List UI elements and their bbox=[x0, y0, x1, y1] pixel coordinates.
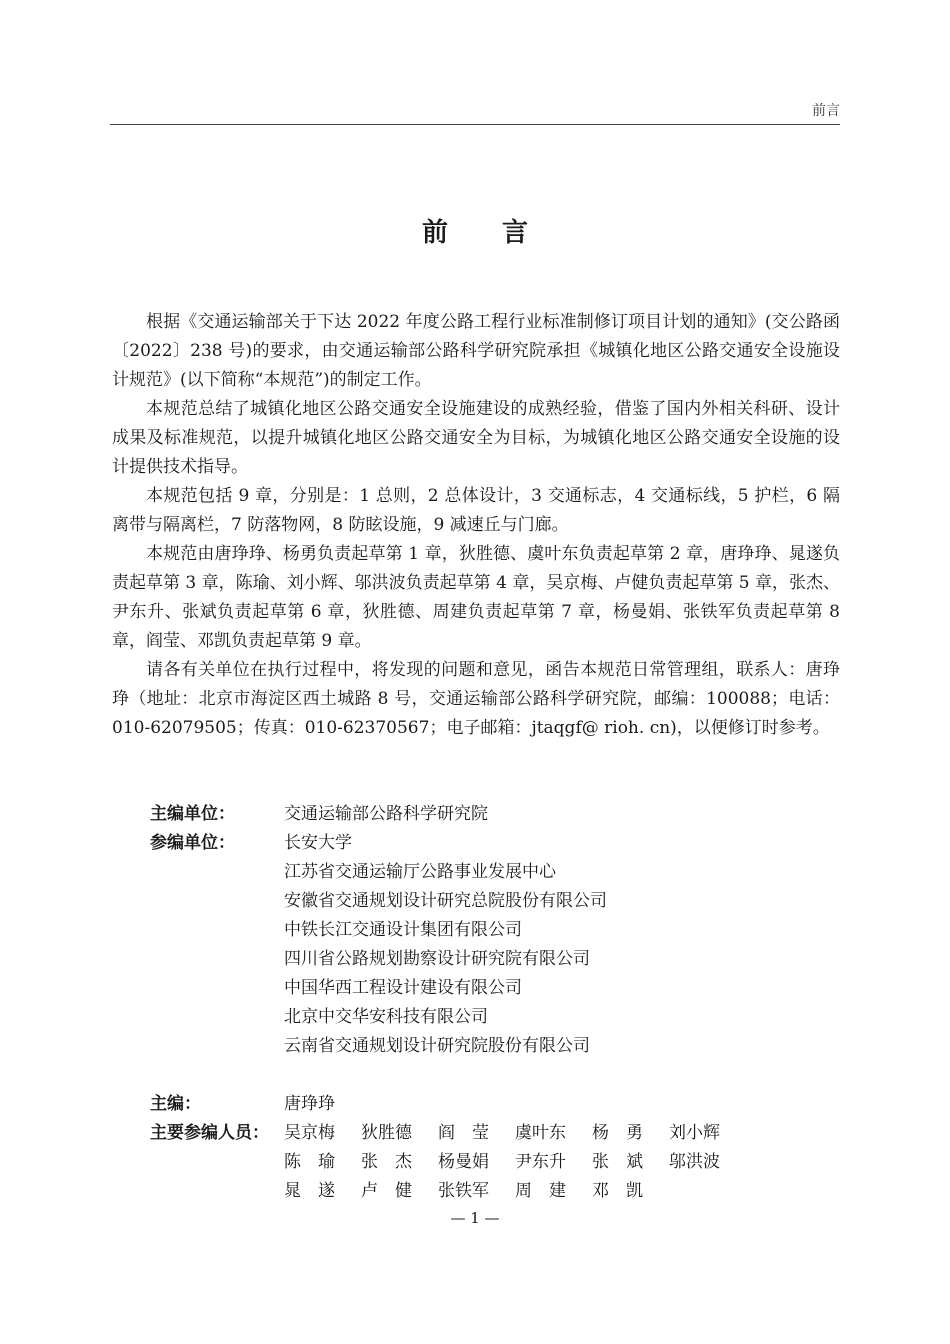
participating-unit: 长安大学 bbox=[284, 833, 352, 853]
participating-unit: 四川省公路规划勘察设计研究院有限公司 bbox=[284, 949, 590, 969]
running-header: 前言 bbox=[812, 103, 840, 119]
chief-editor-row bbox=[150, 1090, 746, 1119]
participating-unit: 中铁长江交通设计集团有限公司 bbox=[284, 920, 522, 940]
editor-name: 阎 莹 bbox=[438, 1123, 489, 1143]
editor-name: 陈 瑜 bbox=[284, 1152, 335, 1172]
main-editors-label: 主要参编人员： bbox=[150, 1123, 269, 1143]
editor-name: 杨曼娟 bbox=[438, 1152, 489, 1172]
editor-name: 卢 健 bbox=[361, 1181, 412, 1201]
main-editors-row bbox=[150, 1119, 746, 1206]
paragraph: 本规范包括 9 章，分别是：1 总则，2 总体设计，3 交通标志，4 交通标线，5 护栏，6 隔离带与隔离栏，7 防落物网，8 防眩设施，9 减速丘与门廊。 bbox=[112, 486, 840, 535]
participating-label: 参编单位： bbox=[150, 833, 235, 853]
participating-unit: 江苏省交通运输厅公路事业发展中心 bbox=[284, 862, 556, 882]
preface-body bbox=[112, 308, 840, 743]
participating-units-row bbox=[150, 829, 746, 1061]
editor-name: 刘小辉 bbox=[669, 1123, 720, 1143]
editor-name: 邓 凯 bbox=[592, 1181, 643, 1201]
editor-name: 吴京梅 bbox=[284, 1123, 335, 1143]
main-editors-list bbox=[284, 1119, 746, 1206]
page-number: — 1 — bbox=[450, 1209, 500, 1227]
editor-name: 尹东升 bbox=[515, 1152, 566, 1172]
participating-unit: 安徽省交通规划设计研究总院股份有限公司 bbox=[284, 891, 607, 911]
editor-name: 晁 遂 bbox=[284, 1181, 335, 1201]
editor-name: 张 斌 bbox=[592, 1152, 643, 1172]
editor-name: 杨 勇 bbox=[592, 1123, 643, 1143]
paragraph: 请各有关单位在执行过程中，将发现的问题和意见，函告本规范日常管理组，联系人：唐琤琤（地址：北京市海淀区西土城路 8 号，交通运输部公路科学研究院，邮编：100088；电话：010-62079505；传真：010-62370567；电子邮箱：jtaqgf@ rioh. cn)，以便修订时参考。 bbox=[112, 660, 840, 738]
paragraph: 本规范总结了城镇化地区公路交通安全设施建设的成熟经验，借鉴了国内外相关科研、设计成果及标准规范，以提升城镇化地区公路交通安全为目标，为城镇化地区公路交通安全设施的设计提供技术指导。 bbox=[112, 399, 840, 477]
paragraph: 根据《交通运输部关于下达 2022 年度公路工程行业标准制修订项目计划的通知》(交公路函〔2022〕238 号)的要求，由交通运输部公路科学研究院承担《城镇化地区公路交通安全设施设计规范》(以下简称“本规范”)的制定工作。 bbox=[112, 312, 840, 390]
chief-unit: 交通运输部公路科学研究院 bbox=[284, 804, 488, 824]
chief-editor: 唐琤琤 bbox=[284, 1094, 335, 1114]
chief-editor-label: 主编： bbox=[150, 1094, 201, 1114]
chief-unit-label: 主编单位： bbox=[150, 804, 235, 824]
participating-units-list bbox=[284, 829, 607, 1061]
editor-name: 虞叶东 bbox=[515, 1123, 566, 1143]
editor-name: 张铁军 bbox=[438, 1181, 489, 1201]
page-title: 前言 bbox=[421, 218, 582, 248]
editor-name: 邬洪波 bbox=[669, 1152, 720, 1172]
editor-name: 张 杰 bbox=[361, 1152, 412, 1172]
participating-unit: 北京中交华安科技有限公司 bbox=[284, 1007, 488, 1027]
paragraph: 本规范由唐琤琤、杨勇负责起草第 1 章，狄胜德、虞叶东负责起草第 2 章，唐琤琤、晁遂负责起草第 3 章，陈瑜、刘小辉、邬洪波负责起草第 4 章，吴京梅、卢健负责起草第 5 章，张杰、尹东升、张斌负责起草第 6 章，狄胜德、周建负责起草第 7 章，杨曼娟、张铁军负责起草第 8 章，阎莹、邓凯负责起草第 9 章。 bbox=[112, 544, 840, 651]
header-rule bbox=[110, 124, 840, 125]
participating-unit: 云南省交通规划设计研究院股份有限公司 bbox=[284, 1036, 590, 1056]
chief-unit-row bbox=[150, 800, 746, 829]
participating-unit: 中国华西工程设计建设有限公司 bbox=[284, 978, 522, 998]
editor-name: 周 建 bbox=[515, 1181, 566, 1201]
editor-name: 狄胜德 bbox=[361, 1123, 412, 1143]
credits-section bbox=[150, 800, 746, 1206]
